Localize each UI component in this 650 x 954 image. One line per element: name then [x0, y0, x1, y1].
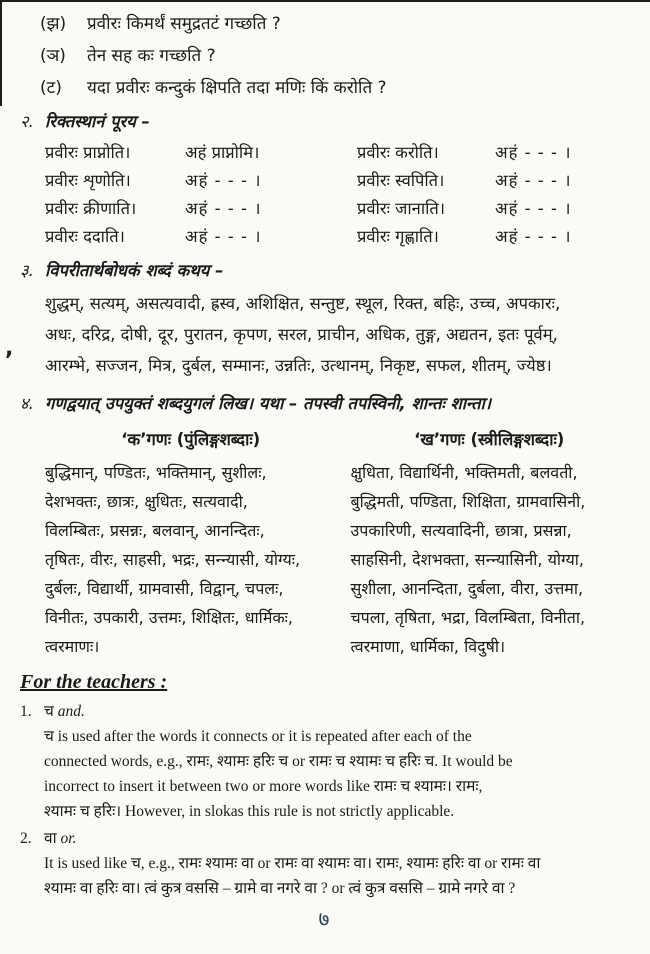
section-antonyms: [20, 260, 628, 381]
word-line: विलम्बितः, प्रसन्नः, बलवान्, आनन्दितः,: [45, 521, 265, 540]
table-cell: प्रवीरः क्रीणाति।: [45, 199, 137, 218]
table-cell-blank: अहं - - - ।: [495, 199, 572, 218]
table-cell: प्रवीरः शृणोति।: [45, 171, 131, 190]
section-title: रिक्तस्थानं पूरय –: [45, 112, 150, 131]
lead-gloss: and.: [53, 703, 85, 720]
group-kha: [337, 427, 629, 661]
word-line: दुर्बलः, विद्यार्थी, ग्रामवासी, विद्वान्, चपलः,: [45, 579, 284, 598]
question-label: (झ): [40, 14, 67, 34]
note-line: connected words, e.g., रामः, श्यामः हरिः च or रामः च श्यामः च हरिः च. It would be: [44, 753, 513, 770]
item-number: 1.: [20, 703, 32, 720]
page-number: ७: [317, 906, 331, 932]
table-cell-blank: अहं - - - ।: [185, 227, 262, 246]
table-cell-blank: अहं - - - ।: [185, 171, 262, 190]
word-line: विनीतः, उपकारी, उत्तमः, शिक्षितः, धार्मिकः,: [45, 608, 293, 627]
table-cell-blank: अहं - - - ।: [495, 143, 572, 162]
lead-word: च: [44, 703, 54, 720]
word-line: शुद्धम्, सत्यम्, असत्यवादी, ह्रस्व, अशिक्षित, सन्तुष्ट, स्थूल, रिक्त, बहिः, उच्च, अपकारः,: [45, 294, 561, 313]
section-number: ४.: [20, 394, 34, 413]
note-line: श्यामः वा हरिः वा। त्वं कुत्र वससि – ग्रामे वा नगरे वा ? or त्वं कुत्र वससि – ग्रामे नगरे वा ?: [44, 880, 516, 897]
section-title: विपरीतार्थबोधकं शब्दं कथय –: [45, 261, 224, 280]
note-line: incorrect to insert it between two or more words like रामः च श्यामः। रामः,: [44, 778, 483, 795]
group-ka-header: ‘क’गणः (पुंलिङ्गशब्दाः): [121, 430, 261, 449]
table-cell: प्रवीरः प्राप्नोति।: [45, 143, 131, 162]
item-body: [44, 700, 628, 824]
section-heading: [20, 393, 628, 415]
question-label: (ञ): [40, 46, 66, 66]
section-number: ३.: [20, 261, 34, 280]
table-cell: प्रवीरः जानाति।: [357, 199, 446, 218]
table-cell: प्रवीरः करोति।: [357, 143, 439, 162]
word-line: अधः, दरिद्र, दोषी, दूर, पुरातन, कृपण, सरल, प्राचीन, अधिक, तुङ्ग, अद्यतन, इतः पूर्वम्,: [45, 325, 558, 344]
question-text: प्रवीरः किमर्थं समुद्रतटं गच्छति ?: [87, 14, 281, 34]
table-cell: प्रवीरः गृह्णाति।: [357, 227, 439, 246]
note-line: श्यामः च हरिः। However, in slokas this rule is not strictly applicable.: [44, 803, 455, 820]
word-line: बुद्धिमान्, पण्डितः, भक्तिमान्, सुशीलः,: [45, 463, 267, 482]
word-line: साहसिनी, देशभक्ता, सन्न्यासिनी, योग्या,: [350, 550, 585, 569]
table-cell: अहं प्राप्नोमि।: [185, 143, 260, 162]
section-number: २.: [20, 112, 34, 131]
teachers-item-1: [20, 700, 628, 824]
group-kha-header: ‘ख’गणः (स्त्रीलिङ्गशब्दाः): [414, 430, 565, 449]
word-line: त्वरमाणः।: [45, 637, 100, 656]
table-cell-blank: अहं - - - ।: [495, 171, 572, 190]
section-fill-blanks: [20, 111, 628, 248]
question-item: [40, 45, 628, 67]
question-text: तेन सह कः गच्छति ?: [87, 46, 216, 66]
question-list: [40, 13, 628, 99]
question-text: यदा प्रवीरः कन्दुकं क्षिपति तदा मणिः किं करोति ?: [87, 78, 387, 98]
group-ka: [45, 427, 337, 661]
group-ka-words: [45, 458, 337, 661]
teachers-heading: For the teachers :: [20, 671, 168, 693]
lead-word: वा: [44, 830, 57, 847]
item-lead: [44, 827, 628, 851]
item-number: 2.: [20, 830, 32, 847]
word-line: देशभक्तः, छात्रः, क्षुधितः, सत्यवादी,: [45, 492, 248, 511]
lead-gloss: or.: [56, 830, 77, 847]
note-line: It is used like च, e.g., रामः श्यामः वा or रामः वा श्यामः वा। रामः, श्यामः हरिः वा or रामः वा: [44, 855, 541, 872]
word-line: क्षुधिता, विद्यार्थिनी, भक्तिमती, बलवती,: [350, 463, 578, 482]
word-line: उपकारिणी, सत्यवादिनी, छात्रा, प्रसन्ना,: [350, 521, 572, 540]
word-line: चपला, तृषिता, भद्रा, विलम्बिता, विनीता,: [350, 608, 586, 627]
word-line: तृषितः, वीरः, साहसी, भद्रः, सन्न्यासी, योग्यः,: [45, 550, 301, 569]
note-line: च is used after the words it connects or it is repeated after each of the: [44, 728, 472, 745]
question-label: (ट): [40, 78, 62, 98]
item-lead: [44, 700, 628, 724]
section-heading: [20, 111, 628, 133]
word-line: आरम्भे, सज्जन, मित्र, दुर्बल, सम्मानः, उन्नतिः, उत्थानम्, निकृष्ट, सफल, शीतम्, ज्येष्ठ।: [45, 356, 552, 375]
table-cell: प्रवीरः स्वपिति।: [357, 171, 445, 190]
table-cell-blank: अहं - - - ।: [185, 199, 262, 218]
section-word-pairs: [20, 393, 628, 661]
word-groups: [45, 427, 628, 661]
table-cell-blank: अहं - - - ।: [495, 227, 572, 246]
word-line: त्वरमाणा, धार्मिका, विदुषी।: [350, 637, 506, 656]
fill-blanks-table: [45, 142, 628, 248]
teachers-note: [20, 671, 628, 901]
question-item: [40, 77, 628, 99]
section-title: गणद्वयात् उपयुक्तं शब्दयुगलं लिख। यथा – तपस्वी तपस्विनी, शान्तः शान्ता।: [45, 394, 492, 413]
word-line: सुशीला, आनन्दिता, दुर्बला, वीरा, उत्तमा,: [350, 579, 584, 598]
question-item: [40, 13, 628, 35]
word-line: बुद्धिमती, पण्डिता, शिक्षिता, ग्रामवासिनी,: [350, 492, 586, 511]
section-heading: [20, 260, 628, 282]
antonym-word-list: [45, 288, 628, 381]
stray-ink-mark: ,: [5, 336, 14, 361]
table-cell: प्रवीरः ददाति।: [45, 227, 125, 246]
group-kha-words: [351, 458, 629, 661]
